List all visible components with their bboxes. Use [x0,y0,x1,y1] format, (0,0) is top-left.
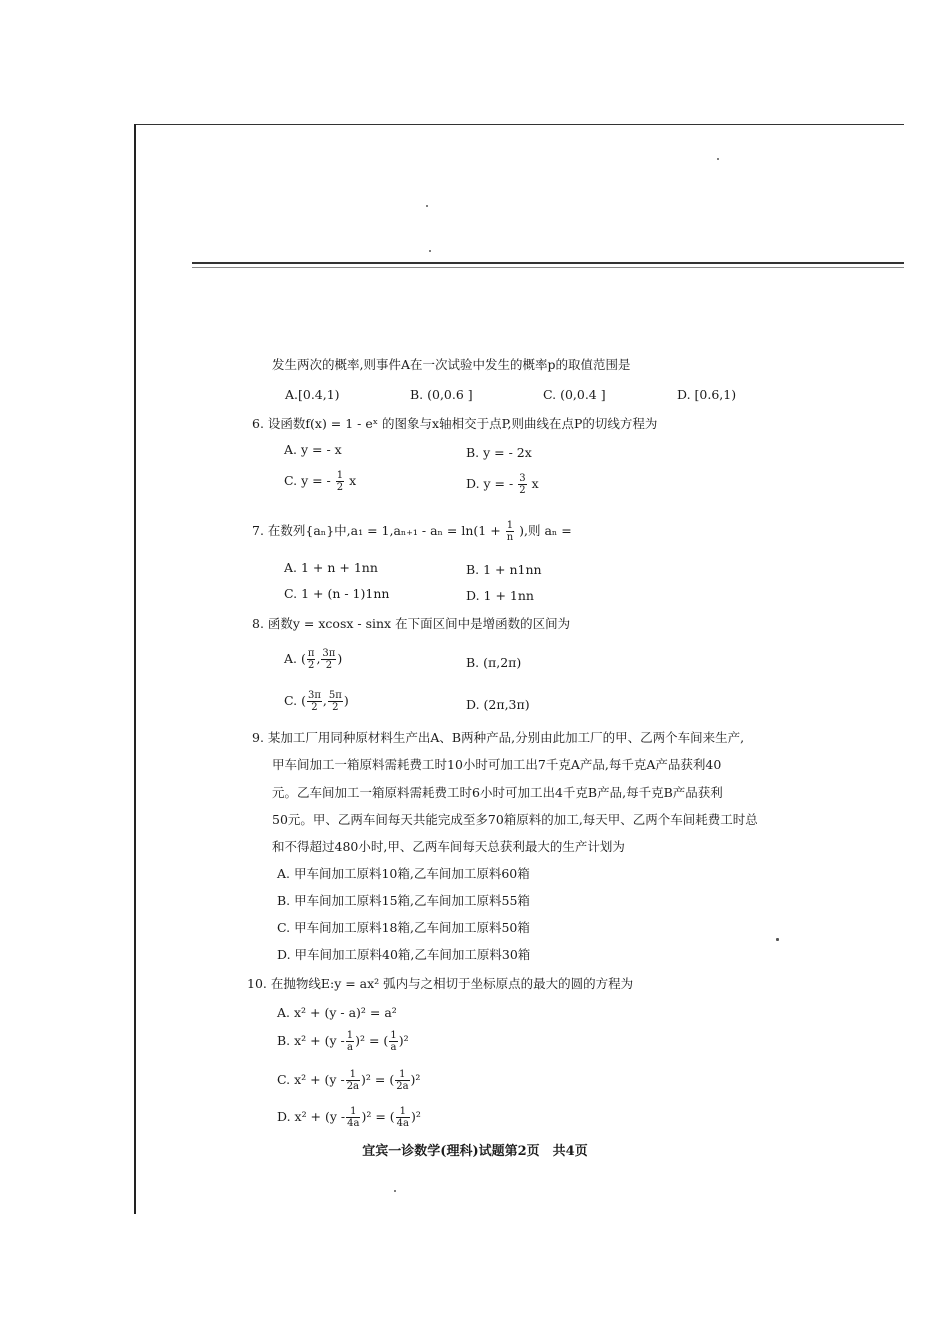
q10-d-fraction-2: $\frac{1}{4a}$ [396,1106,409,1129]
q9-stem-line-1: 9. 某加工厂用同种原材料生产出A、B两种产品,分别由此加工厂的甲、乙两个车间来生产, [252,730,745,745]
scan-speck [717,158,719,160]
scan-speck [394,1190,396,1192]
q6-c-prefix: C. y = - [284,473,331,488]
q10-option-c [277,1069,420,1092]
q9-stem-line-2: 甲车间加工一箱原料需耗费工时10小时可加工出7千克A产品,每千克A产品获利40 [272,757,722,772]
q7-option-b: B. 1 + n1nn [466,562,542,577]
q6-option-a: A. y = - x [284,442,342,457]
q10-d-fraction-1: $\frac{1}{4a}$ [347,1106,360,1129]
q8-a-fraction-2: $\frac{3\pi}{2}$ [322,648,336,671]
q9-stem-line-3: 元。乙车间加工一箱原料需耗费工时6小时可加工出4千克B产品,每千克B产品获利 [272,785,723,800]
q8-c-prefix: C. ( [284,693,306,708]
q8-a-prefix: A. ( [284,651,306,666]
q5-option-a: A.[0.4,1) [285,387,340,402]
q10-stem: 10. 在抛物线E:y = ax² 弧内与之相切于坐标原点的最大的圆的方程为 [247,976,634,991]
q6-d-prefix: D. y = - [466,476,514,491]
header-rule-thin [192,267,904,268]
q7-option-c: C. 1 + (n - 1)1nn [284,586,390,601]
q5-stem-continuation: 发生两次的概率,则事件A在一次试验中发生的概率p的取值范围是 [272,357,631,372]
scan-speck [429,250,431,252]
header-rule [192,262,904,264]
q6-c-fraction: $\frac{1}{2}$ [336,470,344,493]
q6-option-d [466,473,539,496]
q8-option-a: A. ( $\frac{\pi}{2}$ , $\frac{3\pi}{2}$ ) [284,648,343,671]
q8-option-d: D. (2π,3π) [466,697,530,712]
q10-d-prefix: D. x² + (y - [277,1109,346,1124]
page-edge-left [134,124,136,1214]
q5-option-d: D. [0.6,1) [677,387,737,402]
q10-b-fraction-1: $\frac{1}{a}$ [346,1030,354,1053]
q10-b-end: )² [398,1033,409,1048]
q7-stem [252,520,572,543]
q10-option-b [277,1030,409,1053]
q8-option-c: C. ( $\frac{3\pi}{2}$ , $\frac{5\pi}{2}$ ) [284,690,349,713]
q7-option-d: D. 1 + 1nn [466,588,534,603]
q9-option-c: C. 甲车间加工原料18箱,乙车间加工原料50箱 [277,920,530,935]
q10-c-end: )² [410,1072,421,1087]
q8-stem: 8. 函数y = xcosx - sinx 在下面区间中是增函数的区间为 [252,616,571,631]
q5-option-c: C. (0,0.4 ] [543,387,606,402]
q6-option-c [284,470,356,493]
q10-c-fraction-1: $\frac{1}{2a}$ [346,1069,360,1092]
scan-speck [426,205,428,207]
q7-stem-suffix: ),则 aₙ = [519,523,572,538]
q6-d-fraction: $\frac{3}{2}$ [519,473,526,496]
q5-option-b: B. (0,0.6 ] [410,387,473,402]
q8-option-b: B. (π,2π) [466,655,522,670]
q10-b-prefix: B. x² + (y - [277,1033,345,1048]
q8-a-fraction-1: $\frac{\pi}{2}$ [307,648,315,671]
q10-option-a: A. x² + (y - a)² = a² [277,1005,397,1020]
q9-option-a: A. 甲车间加工原料10箱,乙车间加工原料60箱 [277,866,530,881]
q10-c-mid: )² = ( [361,1072,395,1087]
scan-speck [776,938,779,941]
q9-stem-line-5: 和不得超过480小时,甲、乙两车间每天总获利最大的生产计划为 [272,839,625,854]
q6-option-b: B. y = - 2x [466,445,532,460]
q7-stem-prefix: 7. 在数列{aₙ}中,a₁ = 1,aₙ₊₁ - aₙ = ln(1 + [252,523,501,538]
q10-c-prefix: C. x² + (y - [277,1072,345,1087]
q10-c-fraction-2: $\frac{1}{2a}$ [396,1069,409,1092]
q9-stem-line-4: 50元。甲、乙两车间每天共能完成至多70箱原料的加工,每天甲、乙两个车间耗费工时总 [272,812,758,827]
q8-c-fraction-2: $\frac{5\pi}{2}$ [328,690,342,713]
q9-option-b: B. 甲车间加工原料15箱,乙车间加工原料55箱 [277,893,530,908]
q6-d-suffix: x [531,476,539,491]
q9-option-d: D. 甲车间加工原料40箱,乙车间加工原料30箱 [277,947,531,962]
page-edge-top [134,124,904,125]
q10-option-d [277,1106,421,1129]
q10-b-mid: )² = ( [355,1033,389,1048]
page-footer: 宜宾一诊数学(理科)试题第2页 共4页 [362,1144,588,1159]
q7-option-a: A. 1 + n + 1nn [284,560,378,575]
q7-stem-fraction: $\frac{1}{n}$ [506,520,514,543]
q6-c-suffix: x [349,473,357,488]
q10-d-end: )² [410,1109,421,1124]
q8-c-fraction-1: $\frac{3\pi}{2}$ [307,690,321,713]
q10-d-mid: )² = ( [361,1109,395,1124]
q10-b-fraction-2: $\frac{1}{a}$ [390,1030,397,1053]
q6-stem: 6. 设函数f(x) = 1 - eˣ 的图象与x轴相交于点P,则曲线在点P的切线方程为 [252,416,658,431]
